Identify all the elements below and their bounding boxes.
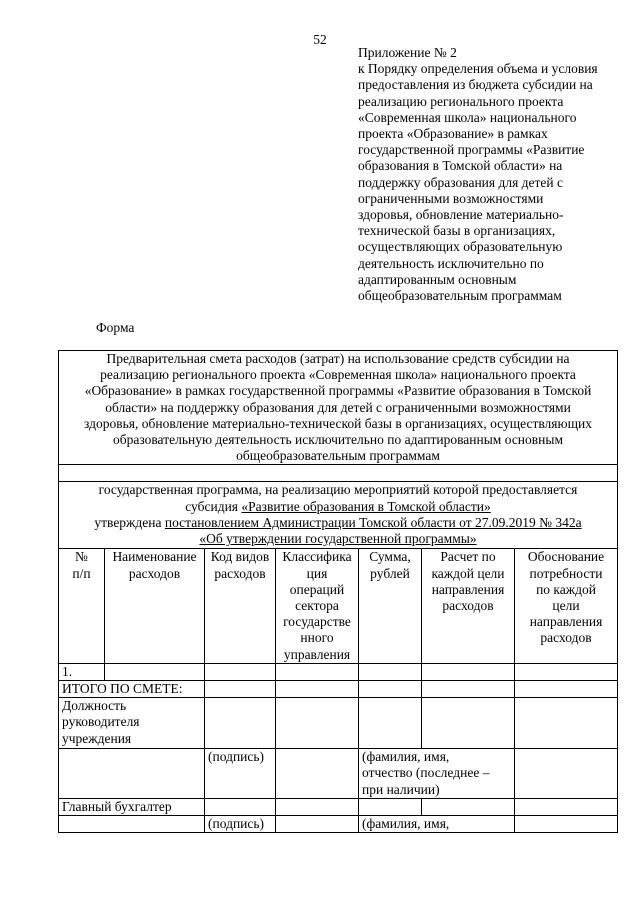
appendix-line: поддержку образования для детей с	[358, 174, 564, 190]
program-name-link: «Развитие образования в Томской области»	[241, 498, 491, 514]
appendix-line: проекта «Образование» в рамках	[358, 126, 548, 142]
table-title	[59, 351, 618, 465]
fio-caption: (фамилия, имя,	[359, 816, 515, 833]
header-text: каждой цели	[431, 565, 505, 581]
header-text: по каждой	[536, 581, 596, 597]
header-text: расходов	[442, 598, 494, 614]
empty-cell	[515, 698, 618, 749]
col-header-calculation	[422, 549, 515, 663]
chief-accountant-label: Главный бухгалтер	[59, 798, 205, 815]
appendix-line: реализацию регионального проекта	[358, 93, 564, 109]
program-line: государственная программа, на реализацию мероприятий которой предоставляется	[98, 482, 578, 498]
program-line	[62, 515, 614, 531]
fio-line: при наличии)	[362, 781, 440, 797]
appendix-line: образования в Томской области» на	[358, 158, 563, 174]
empty-cell	[515, 798, 618, 815]
header-text: Расчет по	[440, 549, 496, 565]
header-text: направления	[529, 614, 603, 630]
empty-cell	[205, 681, 276, 698]
form-label: Форма	[96, 320, 135, 335]
header-text: Обоснование	[527, 549, 605, 565]
total-row	[59, 681, 618, 698]
appendix-line: общеобразовательным программам	[358, 288, 562, 304]
data-row	[59, 663, 618, 680]
appendix-line: предоставления из бюджета субсидии на	[358, 77, 593, 93]
empty-cell	[276, 698, 359, 749]
program-info	[59, 482, 618, 549]
header-text: сектора	[295, 598, 339, 614]
header-text: Классифика	[282, 549, 352, 565]
col-header-sum	[359, 549, 422, 663]
row-number: 1.	[59, 663, 105, 680]
appendix-line: ограниченными возможностями	[358, 190, 544, 206]
empty-cell	[59, 465, 618, 482]
empty-cell	[59, 816, 205, 833]
title-line: Предварительная смета расходов (затрат) на использование средств субсидии на	[106, 351, 570, 366]
empty-cell	[205, 663, 276, 680]
header-text: Сумма,	[369, 549, 411, 565]
approved-prefix: утверждена	[94, 514, 165, 530]
title-row	[59, 351, 618, 465]
signature-row-2	[59, 816, 618, 833]
appendix-line: осуществляющих образовательную	[358, 239, 563, 255]
program-prefix: субсидия	[185, 498, 242, 514]
head-position-line: Должность	[62, 698, 127, 714]
header-text: расходов	[540, 630, 592, 646]
empty-cell	[205, 798, 276, 815]
head-position-line: руководителя	[62, 714, 140, 730]
header-text: Наименование	[112, 549, 197, 565]
col-header-justification	[515, 549, 618, 663]
title-line: здоровья, обновление материально-технической базы в организациях, осуществляющих	[84, 415, 592, 431]
col-header-number	[59, 549, 105, 663]
header-text: ция	[306, 565, 328, 581]
empty-cell	[276, 816, 359, 833]
header-text: №	[75, 549, 88, 565]
title-line: реализацию регионального проекта «Современная школа» национального проекта	[100, 367, 576, 383]
header-text: потребности	[529, 565, 603, 581]
title-line: области» на поддержку образования для детей с ограниченными возможностями	[105, 399, 571, 415]
appendix-line: Приложение № 2	[358, 45, 457, 60]
empty-cell	[359, 681, 422, 698]
title-line: «Образование» в рамках государственной программы «Развитие образования в Томской	[84, 383, 592, 399]
spacer-row	[59, 465, 618, 482]
header-text: направления	[431, 581, 505, 597]
program-row	[59, 482, 618, 549]
empty-cell	[276, 663, 359, 680]
empty-cell	[276, 681, 359, 698]
header-text: расходов	[214, 565, 266, 581]
empty-cell	[105, 663, 205, 680]
appendix-line: «Современная школа» национального	[358, 109, 577, 125]
col-header-classification	[276, 549, 359, 663]
signature-caption: (подпись)	[205, 749, 276, 799]
empty-cell	[276, 798, 359, 815]
empty-cell	[422, 798, 515, 815]
header-text: управления	[283, 646, 351, 662]
col-header-name	[105, 549, 205, 663]
col-header-code	[205, 549, 276, 663]
appendix-line: технической базы в организациях,	[358, 223, 556, 239]
title-line: образовательную деятельность исключительно по адаптированным основным	[112, 432, 563, 448]
program-line	[62, 531, 614, 547]
accountant-row	[59, 798, 618, 815]
page-number: 52	[313, 32, 327, 47]
header-text: Код видов	[210, 549, 270, 565]
empty-cell	[515, 816, 618, 833]
appendix-line: деятельность исключительно по	[358, 255, 544, 271]
appendix-line: государственной программы «Развитие	[358, 142, 585, 158]
empty-cell	[359, 798, 422, 815]
empty-cell	[515, 681, 618, 698]
appendix-block	[358, 45, 618, 304]
header-text: государстве	[283, 614, 351, 630]
empty-cell	[59, 749, 205, 799]
fio-line: отчество (последнее –	[362, 765, 490, 781]
header-text: п/п	[72, 565, 91, 581]
signature-row	[59, 749, 618, 799]
resolution-title-link: «Об утверждении государственной программы»	[199, 531, 477, 547]
head-position-line: учреждения	[62, 730, 132, 746]
title-line: общеобразовательным программам	[236, 448, 440, 464]
header-text: нного	[300, 630, 334, 646]
empty-cell	[422, 698, 515, 749]
appendix-line: адаптированным основным	[358, 271, 517, 287]
fio-caption	[359, 749, 515, 799]
total-label: ИТОГО ПО СМЕТЕ:	[59, 681, 205, 698]
empty-cell	[359, 663, 422, 680]
estimate-table	[58, 350, 618, 833]
head-row	[59, 698, 618, 749]
header-text: рублей	[370, 565, 410, 581]
resolution-link: постановлением Администрации Томской области от 27.09.2019 № 342а	[164, 514, 582, 530]
signature-caption: (подпись)	[205, 816, 276, 833]
empty-cell	[515, 663, 618, 680]
empty-cell	[422, 663, 515, 680]
empty-cell	[515, 749, 618, 799]
empty-cell	[422, 681, 515, 698]
empty-cell	[276, 749, 359, 799]
header-row	[59, 549, 618, 663]
empty-cell	[359, 698, 422, 749]
appendix-line: к Порядку определения объема и условия	[358, 61, 598, 77]
head-position	[59, 698, 205, 749]
header-text: операций	[289, 581, 345, 597]
header-text: цели	[552, 598, 580, 614]
empty-cell	[205, 698, 276, 749]
program-line	[62, 499, 614, 515]
header-text: расходов	[128, 565, 181, 581]
appendix-line: здоровья, обновление материально-	[358, 207, 564, 223]
fio-line: (фамилия, имя,	[362, 749, 450, 765]
